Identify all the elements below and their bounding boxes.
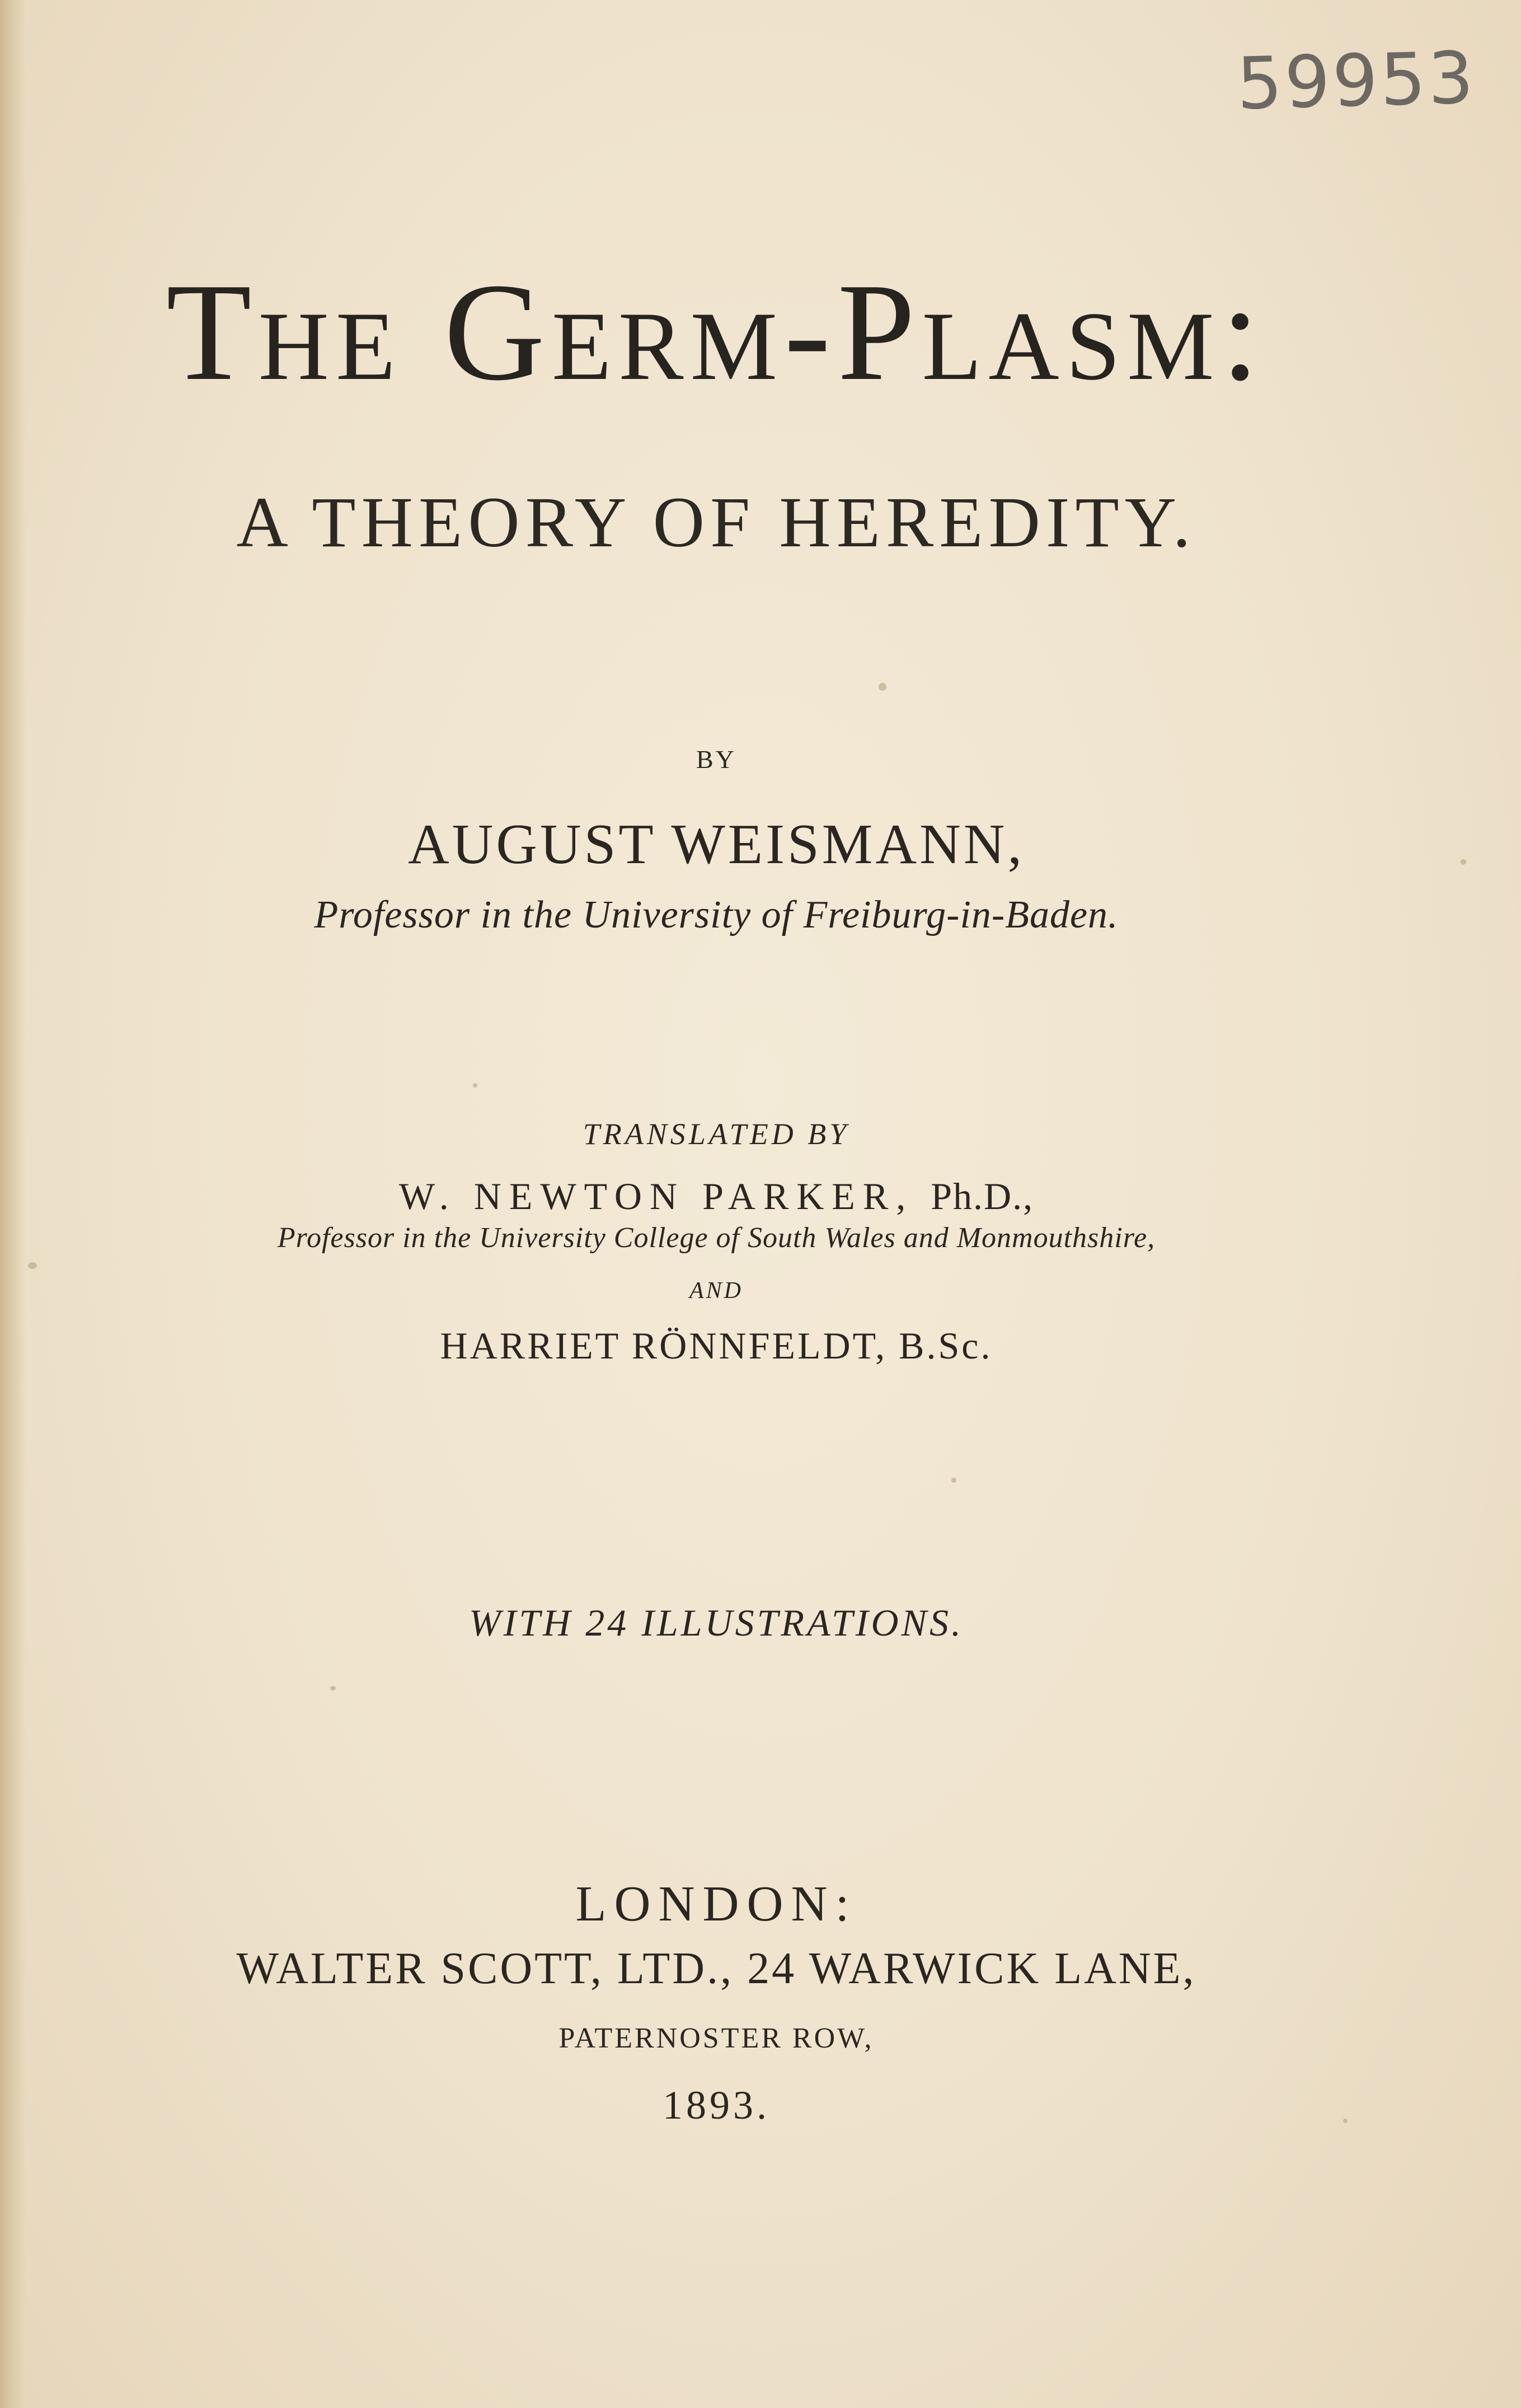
paper-speck xyxy=(473,1083,477,1088)
translator-2 xyxy=(0,1324,1433,1368)
paper-speck xyxy=(1343,2119,1348,2123)
translator-1-degree: Ph.D., xyxy=(931,1175,1034,1217)
paper-speck xyxy=(951,1478,956,1483)
imprint-publisher: WALTER SCOTT, LTD., 24 WARWICK LANE, xyxy=(236,1944,1196,1993)
translator-1-name: W. NEWTON PARKER, xyxy=(398,1175,914,1217)
paper-speck xyxy=(28,1262,37,1269)
imprint-street: PATERNOSTER ROW, xyxy=(558,2022,874,2054)
translator-1-affiliation: Professor in the University College of South Wales and Monmouthshire, xyxy=(277,1222,1156,1254)
author-name: AUGUST WEISMANN, xyxy=(408,813,1025,876)
translator-conjunction: AND xyxy=(689,1278,743,1304)
imprint-city: LONDON: xyxy=(575,1876,857,1932)
handwritten-call-number: 59953 xyxy=(1236,36,1477,127)
book-title: The Germ-Plasm: xyxy=(166,255,1267,410)
translator-2-name: HARRIET RÖNNFELDT, xyxy=(440,1324,888,1367)
book-subtitle: A THEORY OF HEREDITY. xyxy=(236,482,1196,562)
illustrations-note: WITH 24 ILLUSTRATIONS. xyxy=(469,1601,964,1644)
paper-speck xyxy=(879,683,886,691)
paper-speck xyxy=(1461,859,1466,865)
imprint-year: 1893. xyxy=(663,2083,770,2128)
translated-by-heading: TRANSLATED BY xyxy=(583,1117,850,1151)
translator-1 xyxy=(0,1174,1433,1219)
author-affiliation: Professor in the University of Freiburg-in-Baden. xyxy=(314,893,1119,936)
paper-speck xyxy=(330,1686,336,1690)
by-line: BY xyxy=(696,745,736,774)
translator-2-degree: B.Sc. xyxy=(899,1324,993,1367)
